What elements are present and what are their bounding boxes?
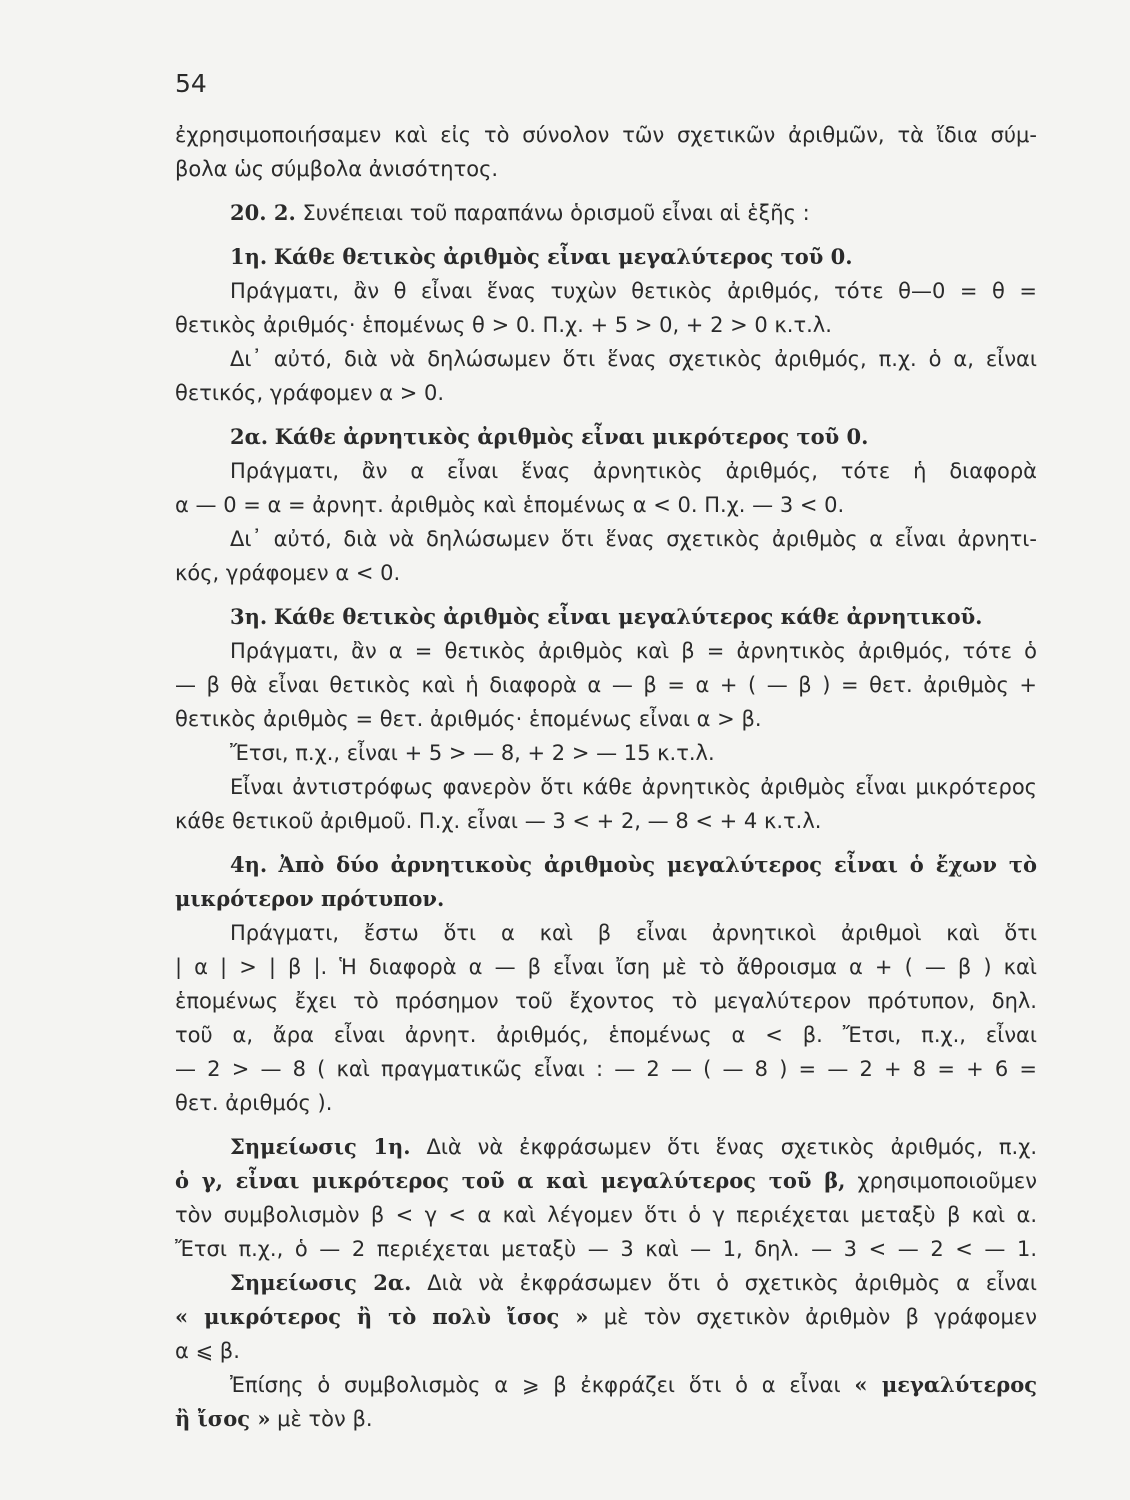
property-number: 4η. — [230, 852, 268, 877]
property-number: 3η. — [230, 604, 268, 629]
section-number: 20. 2. — [230, 200, 296, 225]
text-line: Εἶναι ἀντιστρόφως φανερὸν ὅτι κάθε ἀρνητικὸς ἀριθμὸς εἶναι μικρότερος — [230, 775, 1037, 799]
property-statement-cont: μικρότερον πρότυπον. — [175, 886, 445, 911]
bold-span: ἢ ἴσος » — [175, 1406, 271, 1431]
property-number: 2α. — [230, 424, 269, 449]
note-heading — [175, 1130, 1037, 1164]
bold-span: « μικρότερος ἢ τὸ πολὺ ἴσος » — [175, 1304, 589, 1329]
property-number: 1η. — [230, 244, 268, 269]
text-span: μὲ τὸν β. — [277, 1407, 373, 1431]
text-line: α — 0 = α = ἀρνητ. ἀριθμὸς καὶ ἑπομένως α < 0. Π.χ. — 3 < 0. — [175, 493, 845, 517]
bold-span: ὁ γ, εἶναι μικρότερος τοῦ α καὶ μεγαλύτερος τοῦ β, — [175, 1168, 846, 1193]
text-line: Πράγματι, ἂν α = θετικὸς ἀριθμὸς καὶ β = ἀρνητικὸς ἀριθμός, τότε ὁ — [230, 639, 1037, 663]
bold-span: « μεγαλύτερος — [854, 1372, 1037, 1397]
text-line: θετ. ἀριθμός ). — [175, 1091, 333, 1115]
text-line: κός, γράφομεν α < 0. — [175, 561, 401, 585]
property-statement: Ἀπὸ δύο ἀρνητικοὺς ἀριθμοὺς μεγαλύτερος εἶναι ὁ ἔχων τὸ — [278, 852, 1037, 877]
text-line — [175, 1300, 1037, 1334]
text-line: θετικὸς ἀριθμός· ἑπομένως θ > 0. Π.χ. + 5 > 0, + 2 > 0 κ.τ.λ. — [175, 313, 832, 337]
text-line: βολα ὡς σύμβολα ἀνισότητος. — [175, 157, 499, 181]
text-line: θετικός, γράφομεν α > 0. — [175, 381, 445, 405]
text-line: Πράγματι, ἂν α εἶναι ἕνας ἀρνητικὸς ἀριθμός, τότε ἡ διαφορὰ — [230, 459, 1037, 483]
page-body — [175, 118, 1037, 1436]
text-line: Ἔτσι, π.χ., εἶναι + 5 > — 8, + 2 > — 15 κ.τ.λ. — [230, 741, 715, 765]
text-line: — β θὰ εἶναι θετικὸς καὶ ἡ διαφορὰ α — β = α + ( — β ) = θετ. ἀριθμὸς + — [175, 673, 1037, 697]
page-number: 54 — [175, 69, 207, 98]
text-span: Διὰ νὰ ἐκφράσωμεν ὅτι ἕνας σχετικὸς ἀριθμός, π.χ. — [426, 1135, 1038, 1159]
note-label: Σημείωσις 1η. — [230, 1134, 411, 1159]
text-line — [175, 1368, 1037, 1402]
property-heading — [175, 240, 1037, 274]
text-span: μὲ τὸν σχετικὸν ἀριθμὸν β γράφομεν — [603, 1305, 1037, 1329]
note-label: Σημείωσις 2α. — [230, 1270, 412, 1295]
text-line: | α | > | β |. Ἡ διαφορὰ α — β εἶναι ἴση μὲ τὸ ἄθροισμα α + ( — β ) καὶ — [175, 955, 1037, 979]
text-line: Ἔτσι π.χ., ὁ — 2 περιέχεται μεταξὺ — 3 καὶ — 1, δηλ. — 3 < — 2 < — 1. — [175, 1237, 1037, 1261]
property-statement: Κάθε ἀρνητικὸς ἀριθμὸς εἶναι μικρότερος τοῦ 0. — [274, 424, 869, 449]
text-line: Δι᾽ αὐτό, διὰ νὰ δηλώσωμεν ὅτι ἕνας σχετικὸς ἀριθμός, π.χ. ὁ α, εἶναι — [230, 347, 1037, 371]
property-statement: Κάθε θετικὸς ἀριθμὸς εἶναι μεγαλύτερος κάθε ἀρνητικοῦ. — [273, 604, 983, 629]
property-statement: Κάθε θετικὸς ἀριθμὸς εἶναι μεγαλύτερος τοῦ 0. — [273, 244, 853, 269]
text-line — [175, 1402, 1037, 1436]
property-heading — [175, 420, 1037, 454]
text-line: ἑπομένως ἔχει τὸ πρόσημον τοῦ ἔχοντος τὸ μεγαλύτερον πρότυπον, δηλ. — [175, 989, 1037, 1013]
text-line: τοῦ α, ἄρα εἶναι ἀρνητ. ἀριθμός, ἑπομένως α < β. Ἔτσι, π.χ., εἶναι — [175, 1023, 1037, 1047]
text-line: α ⩽ β. — [175, 1339, 240, 1363]
text-line — [175, 1164, 1037, 1198]
property-heading — [175, 600, 1037, 634]
text-span: Ἐπίσης ὁ συμβολισμὸς α ⩾ β ἐκφράζει ὅτι ὁ α εἶναι — [230, 1373, 841, 1397]
text-line: Πράγματι, ἂν θ εἶναι ἕνας τυχὼν θετικὸς ἀριθμός, τότε θ—0 = θ = — [230, 279, 1037, 303]
text-span: Συνέπειαι τοῦ παραπάνω ὁρισμοῦ εἶναι αἱ ἑξῆς : — [302, 201, 810, 225]
section-heading — [175, 196, 1037, 230]
text-line: κάθε θετικοῦ ἀριθμοῦ. Π.χ. εἶναι — 3 < + 2, — 8 < + 4 κ.τ.λ. — [175, 809, 822, 833]
text-line: τὸν συμβολισμὸν β < γ < α καὶ λέγομεν ὅτι ὁ γ περιέχεται μεταξὺ β καὶ α. — [175, 1203, 1037, 1227]
text-line: — 2 > — 8 ( καὶ πραγματικῶς εἶναι : — 2 — ( — 8 ) = — 2 + 8 = + 6 = — [175, 1057, 1037, 1081]
note-heading — [175, 1266, 1037, 1300]
text-span: Διὰ νὰ ἐκφράσωμεν ὅτι ὁ σχετικὸς ἀριθμὸς α εἶναι — [427, 1271, 1037, 1295]
text-line: θετικὸς ἀριθμὸς = θετ. ἀριθμός· ἑπομένως εἶναι α > β. — [175, 707, 762, 731]
text-line: Δι᾽ αὐτό, διὰ νὰ δηλώσωμεν ὅτι ἕνας σχετικὸς ἀριθμὸς α εἶναι ἀρνητι- — [230, 527, 1037, 551]
text-line: ἐχρησιμοποιήσαμεν καὶ εἰς τὸ σύνολον τῶν σχετικῶν ἀριθμῶν, τὰ ἴδια σύμ- — [175, 123, 1037, 147]
text-span: χρησιμοποιοῦμεν — [857, 1169, 1037, 1193]
property-heading — [175, 848, 1037, 882]
text-line: Πράγματι, ἔστω ὅτι α καὶ β εἶναι ἀρνητικοὶ ἀριθμοὶ καὶ ὅτι — [230, 921, 1037, 945]
